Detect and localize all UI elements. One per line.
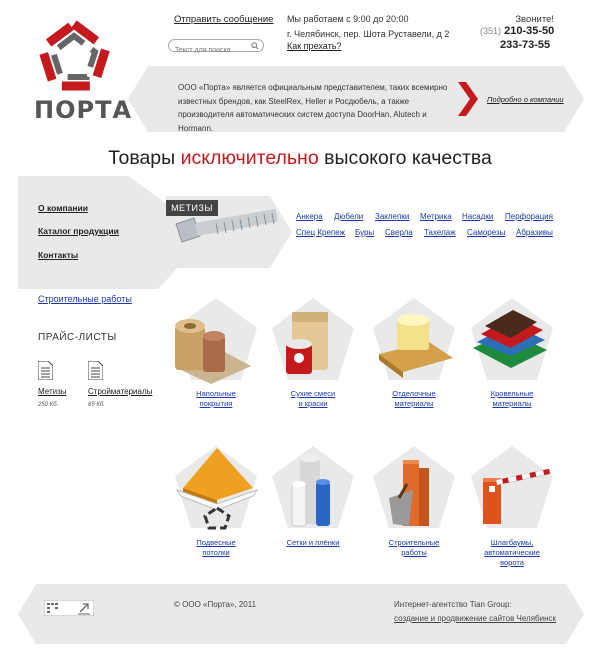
agency-text: Интернет-агентство Tian Group: <box>394 600 512 609</box>
about-banner-text: ООО «Порта» является официальным представителем, таких всемирно известных брендов, как SteelRex, Heller и Росдюбель, а также производителя автоматических систем доступа DoorHan, Alutech и Hormann. <box>178 83 448 133</box>
pricelist-metizy-size: 250 Кб. <box>38 402 59 408</box>
tiangroup-logo-icon[interactable] <box>44 600 94 616</box>
category-finishing-label[interactable] <box>364 389 464 409</box>
category-construction-label[interactable] <box>364 538 464 558</box>
metizy-link-metric[interactable]: Метрика <box>420 212 452 221</box>
metizy-link-special-fasteners[interactable]: Спец Крепеж <box>296 228 345 237</box>
tagline-accent: исключительно <box>180 147 319 169</box>
category-roofing-label[interactable] <box>462 389 562 409</box>
construction-works-link[interactable]: Строительные работы <box>38 294 132 304</box>
metizy-link-bits[interactable]: Насадки <box>462 212 494 221</box>
page-tagline <box>0 147 600 170</box>
category-label-line[interactable]: Кровельные <box>490 389 534 398</box>
category-films-tile[interactable] <box>268 444 358 534</box>
category-label-line[interactable]: Сетки и плёнки <box>286 538 340 547</box>
nav-item-about[interactable]: О компании <box>38 203 88 213</box>
phone-code: (351) <box>480 26 502 36</box>
pricelist-building-size: 65 Кб. <box>88 402 105 408</box>
category-construction-tile[interactable] <box>369 444 459 534</box>
category-label-line[interactable]: Шлагбаумы, <box>490 538 534 547</box>
category-label-line[interactable]: автоматические <box>484 548 540 557</box>
category-label-line[interactable]: материалы <box>394 399 434 408</box>
category-dry-mixes-label[interactable] <box>263 389 363 409</box>
category-label-line[interactable]: работы <box>401 548 427 557</box>
send-message-link[interactable]: Отправить сообщение <box>174 14 274 25</box>
metizy-link-drill-bits[interactable]: Сверла <box>385 228 413 237</box>
category-label-line[interactable]: покрытия <box>199 399 233 408</box>
category-barriers-tile[interactable] <box>467 444 557 534</box>
phone-number-2: 233-73-55 <box>500 39 551 51</box>
company-logo[interactable] <box>34 18 133 128</box>
metizy-link-perforation[interactable]: Перфорация <box>505 212 553 221</box>
category-roofing-tile[interactable] <box>467 296 557 386</box>
how-to-get-link[interactable]: Как прехать? <box>287 41 342 51</box>
nav-item-contacts[interactable]: Контакты <box>38 250 79 260</box>
call-us-label: Звоните! <box>515 14 554 25</box>
category-label-line[interactable]: материалы <box>492 399 532 408</box>
category-flooring-label[interactable] <box>166 389 266 409</box>
document-icon[interactable] <box>38 361 53 380</box>
pricelist-metizy-link[interactable]: Метизы <box>38 387 67 396</box>
document-icon[interactable] <box>88 361 103 380</box>
nav-item-catalog[interactable]: Каталог продукции <box>38 226 119 236</box>
category-ceilings-label[interactable] <box>166 538 266 558</box>
metizy-link-rigging[interactable]: Тахелаж <box>424 228 456 237</box>
category-label-line[interactable]: Строительные <box>388 538 440 547</box>
pricelists-title: ПРАЙС-ЛИСТЫ <box>38 332 117 343</box>
metizy-link-drills[interactable]: Буры <box>355 228 375 237</box>
category-label-line[interactable]: Подвесные <box>196 538 236 547</box>
category-label-line[interactable]: потолки <box>202 548 230 557</box>
metizy-link-dowels[interactable]: Дюбели <box>334 212 364 221</box>
category-dry-mixes-tile[interactable] <box>268 296 358 386</box>
search-input[interactable] <box>175 47 251 54</box>
category-barriers-label[interactable] <box>462 538 562 568</box>
metizy-category-label[interactable]: МЕТИЗЫ <box>166 200 218 216</box>
address: г. Челябинск, пер. Шота Руставели, д 2 <box>287 29 450 39</box>
category-label-line[interactable]: Сухие смеси <box>290 389 336 398</box>
phone-number-1: 210-35-50 <box>504 25 555 37</box>
working-hours: Мы работаем с 9:00 до 20:00 <box>287 14 409 24</box>
about-company-link[interactable]: Подробно о компании <box>487 95 564 104</box>
metizy-link-screws[interactable]: Саморезы <box>467 228 506 237</box>
copyright-text: © ООО «Порта», 2011 <box>174 600 257 609</box>
category-label-line[interactable]: и краски <box>298 399 328 408</box>
category-label-line[interactable]: Напольные <box>196 389 236 398</box>
search-icon[interactable] <box>251 42 259 50</box>
tagline-end: высокого качества <box>318 147 492 169</box>
category-finishing-tile[interactable] <box>369 296 459 386</box>
category-label-line[interactable]: ворота <box>500 558 524 567</box>
category-flooring-tile[interactable] <box>171 296 261 386</box>
agency-link-separator: и <box>428 614 438 623</box>
category-films-label[interactable] <box>263 538 363 548</box>
search-field[interactable] <box>168 39 264 52</box>
agency-link-creation[interactable]: создание <box>394 614 429 623</box>
logo-pentagon-icon <box>34 18 114 98</box>
paint-bucket-icon <box>286 312 328 374</box>
logo-text: ПОРТА <box>34 96 133 124</box>
pricelist-building-link[interactable]: Стройматериалы <box>88 387 153 396</box>
tagline-start: Товары <box>108 147 181 169</box>
category-ceilings-tile[interactable] <box>171 444 261 534</box>
metizy-link-abrasives[interactable]: Абразивы <box>516 228 553 237</box>
agency-link-promotion[interactable]: продвижение сайтов Челябинск <box>437 614 557 623</box>
metizy-link-rivets[interactable]: Заклепки <box>375 212 410 221</box>
agency-links <box>394 614 556 623</box>
metizy-link-anchors[interactable]: Анкера <box>296 212 323 221</box>
phone-line-1 <box>480 25 554 37</box>
category-label-line[interactable]: Отделочные <box>392 389 436 398</box>
